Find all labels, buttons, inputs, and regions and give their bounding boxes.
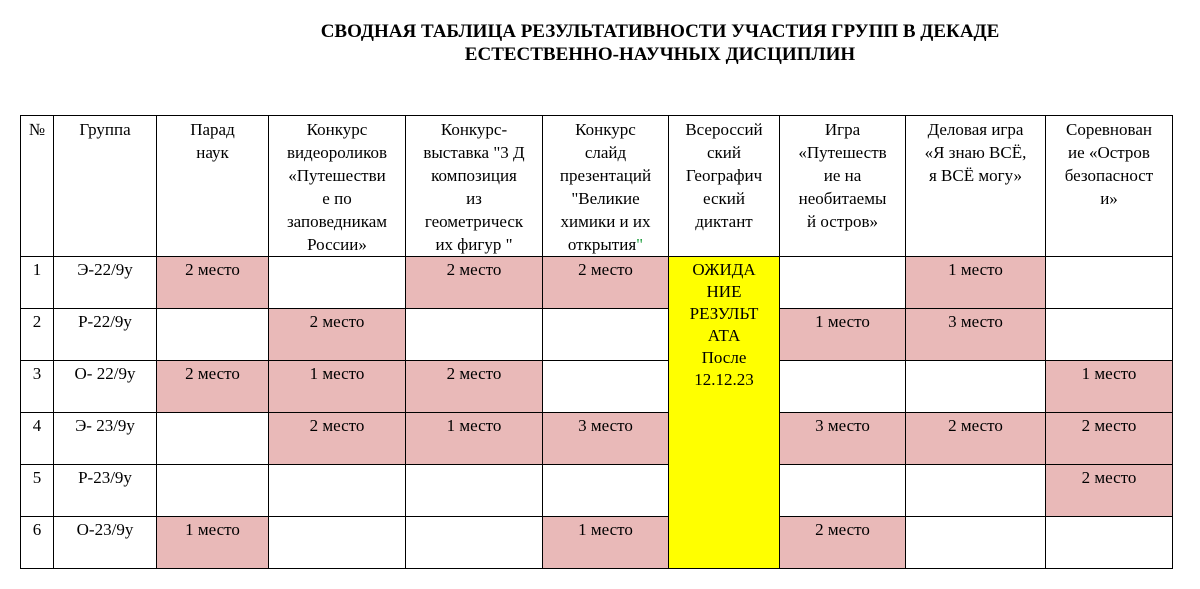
- cell-business: [906, 465, 1046, 517]
- table-row: [21, 517, 1173, 569]
- cell-contest: [1046, 257, 1173, 309]
- cell-slides: 1 место: [543, 517, 669, 569]
- cell-exhibit: [406, 517, 543, 569]
- cell-contest: [1046, 309, 1173, 361]
- cell-contest: 2 место: [1046, 465, 1173, 517]
- header-geo: Всероссий ский Географич еский диктант: [669, 116, 780, 257]
- cell-game: [780, 465, 906, 517]
- green-quote: ": [636, 235, 644, 254]
- cell-game: 3 место: [780, 413, 906, 465]
- cell-parade: 1 место: [157, 517, 269, 569]
- header-group: Группа: [54, 116, 157, 257]
- cell-contest: 2 место: [1046, 413, 1173, 465]
- table-row: [21, 257, 1173, 309]
- cell-slides: [543, 465, 669, 517]
- results-table: [20, 115, 1173, 569]
- cell-business: [906, 517, 1046, 569]
- table-row: [21, 361, 1173, 413]
- cell-video: [269, 517, 406, 569]
- cell-game: 1 место: [780, 309, 906, 361]
- header-slides: Конкурс слайд презентаций "Великие химики и их открытия": [543, 116, 669, 257]
- cell-game: 2 место: [780, 517, 906, 569]
- header-row: [21, 116, 1173, 257]
- cell-business: [906, 361, 1046, 413]
- cell-group: Э-22/9у: [54, 257, 157, 309]
- cell-business: 3 место: [906, 309, 1046, 361]
- cell-exhibit: 2 место: [406, 361, 543, 413]
- table-row: [21, 309, 1173, 361]
- cell-parade: [157, 413, 269, 465]
- cell-contest: 1 место: [1046, 361, 1173, 413]
- header-video: Конкурс видеороликов «Путешестви е по заповедникам России»: [269, 116, 406, 257]
- cell-exhibit: 2 место: [406, 257, 543, 309]
- cell-slides: 2 место: [543, 257, 669, 309]
- cell-game: [780, 257, 906, 309]
- table-row: [21, 413, 1173, 465]
- cell-parade: 2 место: [157, 361, 269, 413]
- cell-slides: 3 место: [543, 413, 669, 465]
- cell-video: [269, 257, 406, 309]
- title-line-1: СВОДНАЯ ТАБЛИЦА РЕЗУЛЬТАТИВНОСТИ УЧАСТИЯ ГРУПП В ДЕКАДЕ: [320, 21, 1000, 42]
- cell-exhibit: [406, 465, 543, 517]
- cell-video: 1 место: [269, 361, 406, 413]
- cell-exhibit: [406, 309, 543, 361]
- cell-business: 2 место: [906, 413, 1046, 465]
- cell-group: О-23/9у: [54, 517, 157, 569]
- header-parade: Парад наук: [157, 116, 269, 257]
- table-row: [21, 465, 1173, 517]
- header-contest: Соревнован ие «Остров безопасност и»: [1046, 116, 1173, 257]
- header-num: №: [21, 116, 54, 257]
- cell-parade: [157, 465, 269, 517]
- cell-slides: [543, 309, 669, 361]
- cell-num: 3: [21, 361, 54, 413]
- cell-contest: [1046, 517, 1173, 569]
- awaiting-results-cell: ОЖИДА НИЕ РЕЗУЛЬТ АТА После 12.12.23: [669, 257, 780, 569]
- cell-video: 2 место: [269, 309, 406, 361]
- cell-group: Р-22/9у: [54, 309, 157, 361]
- cell-exhibit: 1 место: [406, 413, 543, 465]
- cell-num: 2: [21, 309, 54, 361]
- header-business: Деловая игра «Я знаю ВСЁ, я ВСЁ могу»: [906, 116, 1046, 257]
- cell-group: Р-23/9у: [54, 465, 157, 517]
- cell-game: [780, 361, 906, 413]
- cell-business: 1 место: [906, 257, 1046, 309]
- cell-video: [269, 465, 406, 517]
- title-line-2: ЕСТЕСТВЕННО-НАУЧНЫХ ДИСЦИПЛИН: [464, 44, 856, 65]
- cell-num: 4: [21, 413, 54, 465]
- cell-num: 1: [21, 257, 54, 309]
- cell-group: О- 22/9у: [54, 361, 157, 413]
- cell-video: 2 место: [269, 413, 406, 465]
- header-game: Игра «Путешеств ие на необитаемы й остров»: [780, 116, 906, 257]
- cell-parade: [157, 309, 269, 361]
- cell-parade: 2 место: [157, 257, 269, 309]
- cell-num: 5: [21, 465, 54, 517]
- cell-num: 6: [21, 517, 54, 569]
- header-exhibit: Конкурс- выставка "3 Д композиция из геометрическ их фигур ": [406, 116, 543, 257]
- document-title: [160, 20, 1160, 66]
- cell-slides: [543, 361, 669, 413]
- cell-group: Э- 23/9у: [54, 413, 157, 465]
